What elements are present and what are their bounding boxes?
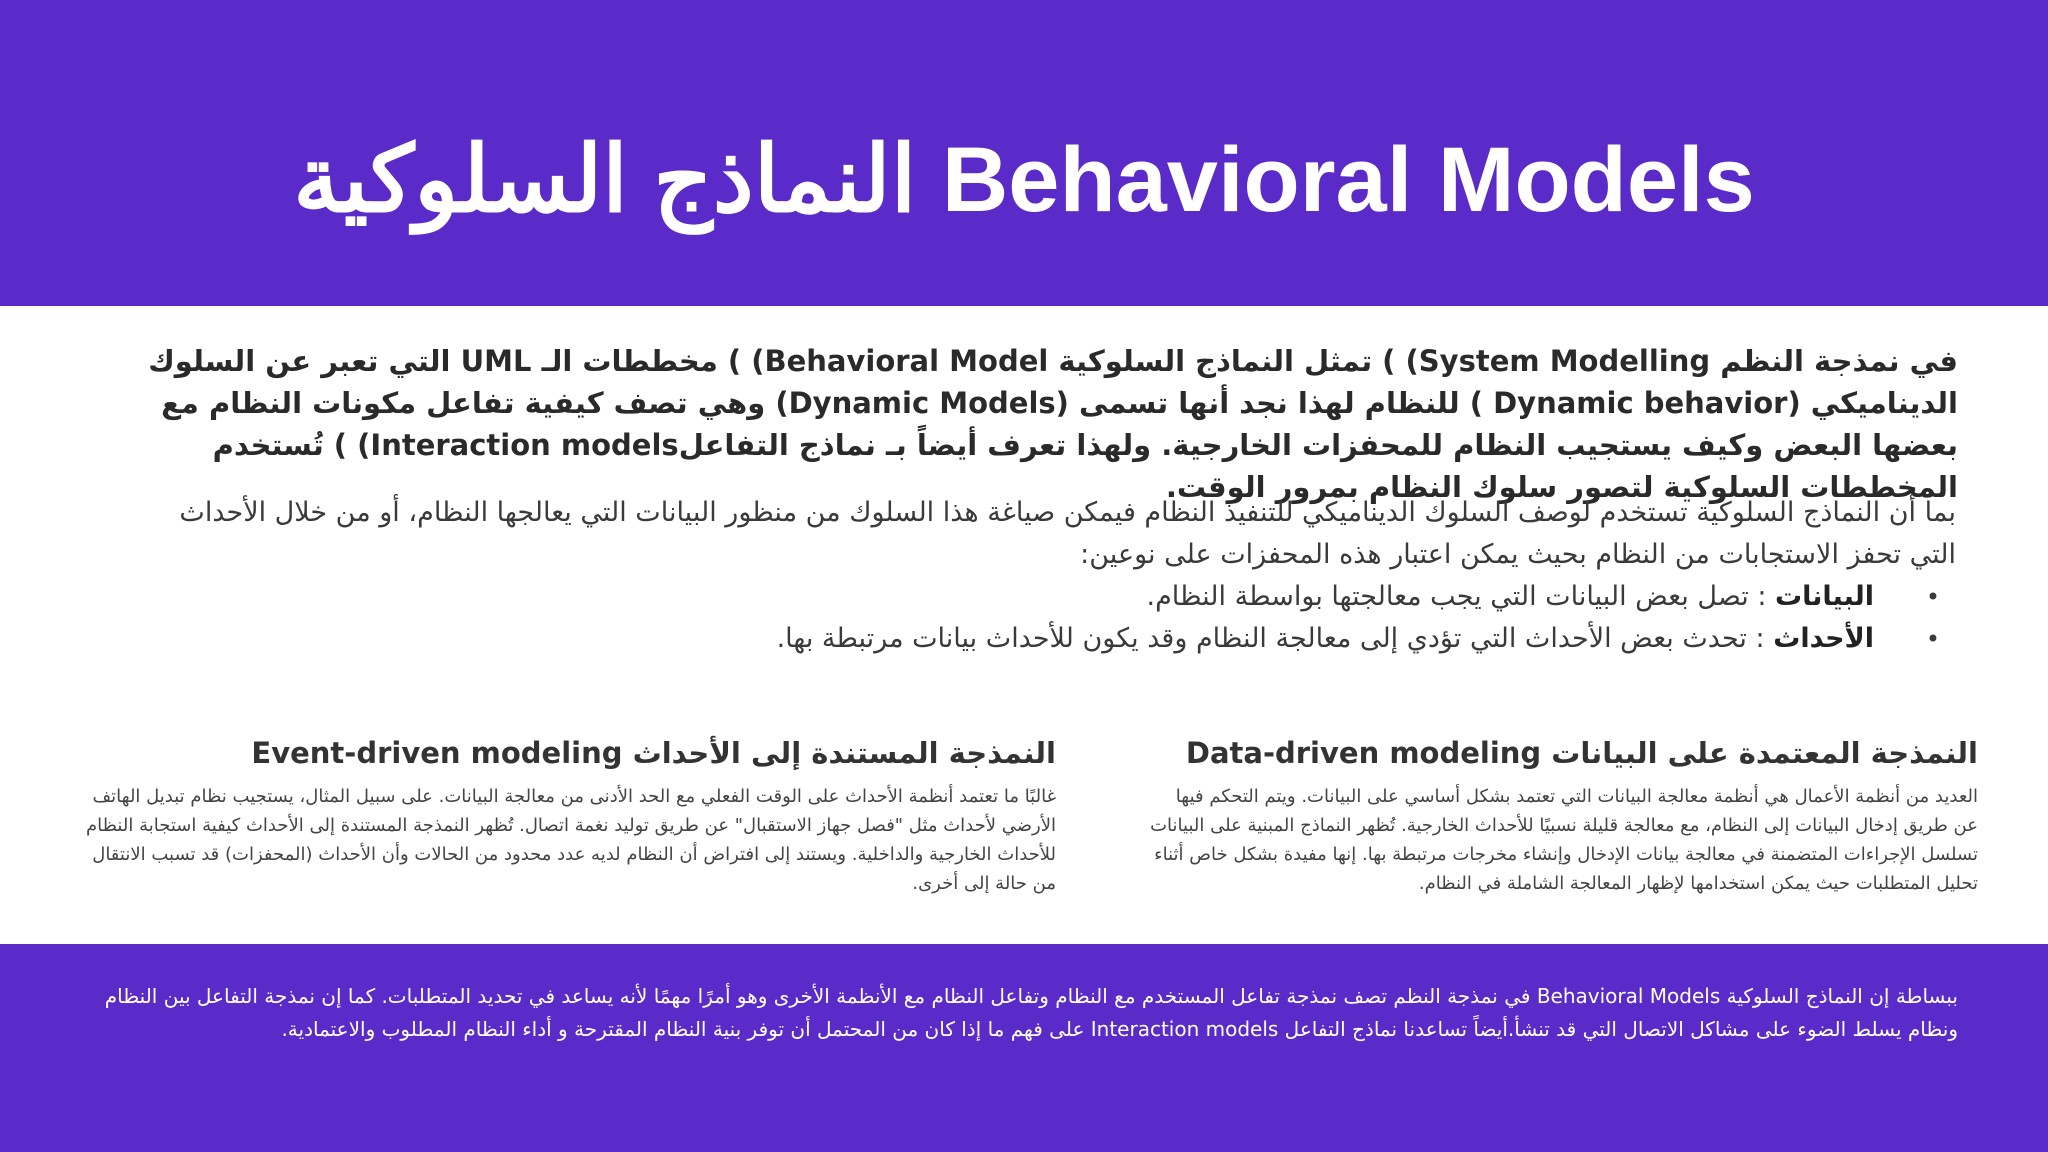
list-item bbox=[156, 576, 1956, 618]
bullet-icon: • bbox=[1925, 625, 1940, 653]
data-driven-heading: النمذجة المعتمدة على البيانات Data-driven modeling bbox=[1185, 736, 1978, 770]
bullet-text: : تحدث بعض الأحداث التي تؤدي إلى معالجة النظام وقد يكون للأحداث بيانات مرتبطة بها. bbox=[776, 623, 1774, 654]
stimuli-paragraph: بما أن النماذج السلوكية تستخدم لوصف السلوك الديناميكي للتنفيذ النظام فيمكن صياغة هذا السلوك من منظور البيانات التي يعالجها النظام، أو من خلال الأحداث التي تحفز الاستجابات من النظام بحيث يمكن اعتبار هذه المحفزات على نوعين: bbox=[179, 497, 1956, 570]
footer-summary: ببساطة إن النماذج السلوكية Behavioral Models في نمذجة النظم تصف نمذجة تفاعل المستخدم مع النظام وتفاعل النظام مع الأنظمة الأخرى وهو أمرًا مهمًا لأنه يساعد في تحديد المتطلبات. كما إن نمذجة التفاعل بين النظام ونظام يسلط الضوء على مشاكل الاتصال التي قد تنشأ.أيضاً تساعدنا نماذج التفاعل Interaction models على فهم ما إذا كان من المحتمل أن توفر بنية النظام المقترحة و أداء النظام المطلوب والاعتمادية. bbox=[104, 984, 1958, 1041]
data-driven-body: العديد من أنظمة الأعمال هي أنظمة معالجة البيانات التي تعتمد بشكل أساسي على البيانات. ويتم التحكم فيها عن طريق إدخال البيانات إلى النظام، مع معالجة قليلة نسبيًا للأحداث الخارجية. تُظهر النماذج المبنية على البيانات تسلسل الإجراءات المتضمنة في معالجة بيانات الإدخال وإنشاء مخرجات مرتبطة بها. إنها مفيدة بشكل خاص أثناء تحليل المتطلبات حيث يمكن استخدامها لإظهار المعالجة الشاملة في النظام. bbox=[1150, 786, 1978, 894]
slide-title: النماذج السلوكية Behavioral Models bbox=[293, 128, 1755, 231]
footer-banner bbox=[0, 944, 2048, 1152]
bullet-text: : تصل بعض البيانات التي يجب معالجتها بواسطة النظام. bbox=[1146, 581, 1776, 612]
event-driven-heading: النمذجة المستندة إلى الأحداث Event-driven modeling bbox=[251, 736, 1056, 770]
bullet-term: الأحداث bbox=[1773, 623, 1874, 654]
intro-paragraph: في نمذجة النظم System Modelling) ) تمثل النماذج السلوكية Behavioral Model) ) مخططات الـ UML التي تعبر عن السلوك الديناميكي (Dynamic behavior ) للنظام لهذا نجد أنها تسمى (Dynamic Models) وهي تصف كيفية تفاعل مكونات النظام مع بعضها البعض وكيف يستجيب النظام للمحفزات الخارجية. ولهذا تعرف أيضاً بـ نماذج التفاعلInteraction models) ) تُستخدم المخططات السلوكية لتصور سلوك النظام بمرور الوقت. bbox=[148, 344, 1958, 504]
bullet-icon: • bbox=[1925, 583, 1940, 611]
event-driven-body: غالبًا ما تعتمد أنظمة الأحداث على الوقت الفعلي مع الحد الأدنى من معالجة البيانات. على سبيل المثال، يستجيب نظام تبديل الهاتف الأرضي لأحداث مثل "فصل جهاز الاستقبال" عن طريق توليد نغمة اتصال. تُظهر النمذجة المستندة إلى الأحداث كيفية استجابة النظام للأحداث الخارجية والداخلية. ويستند إلى افتراض أن النظام لديه عدد محدود من الحالات وأن الأحداث (المحفزات) قد تسبب الانتقال من حالة إلى أخرى. bbox=[86, 786, 1056, 894]
stimuli-list bbox=[156, 576, 1956, 660]
bullet-term: البيانات bbox=[1775, 581, 1874, 612]
list-item bbox=[156, 618, 1956, 660]
